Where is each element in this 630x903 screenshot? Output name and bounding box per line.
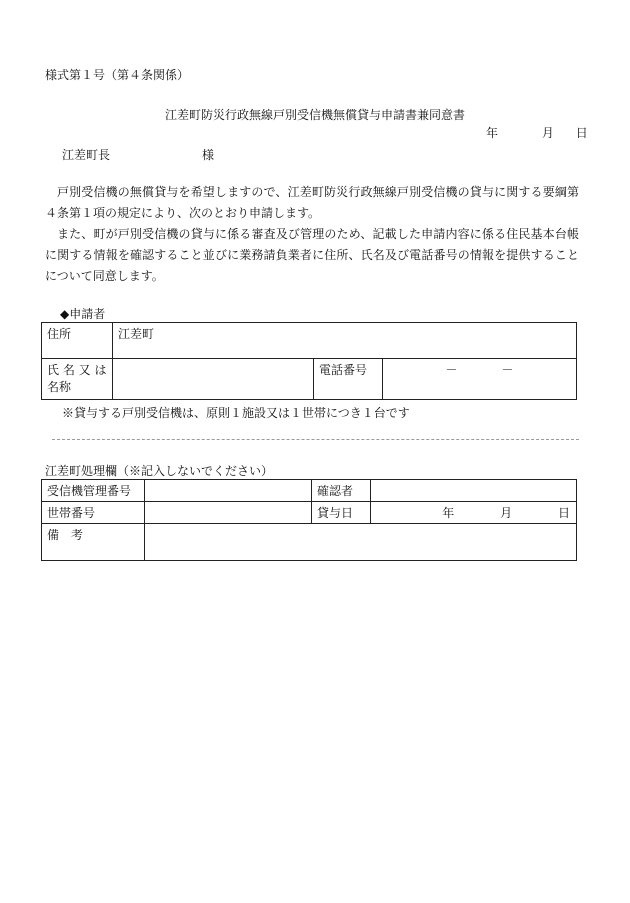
form-number: 様式第１号（第４条関係） bbox=[45, 68, 190, 82]
lend-day: 日 bbox=[557, 506, 570, 520]
applicant-heading: ◆申請者 bbox=[60, 307, 106, 321]
office-use-heading: 江差町処理欄（※記入しないでください） bbox=[45, 464, 274, 478]
remarks-label: 備 考 bbox=[42, 524, 145, 561]
receiver-number-label: 受信機管理番号 bbox=[42, 480, 145, 502]
confirmer-field[interactable] bbox=[371, 480, 577, 502]
receiver-row bbox=[42, 480, 577, 502]
name-row bbox=[42, 359, 577, 400]
date-year: 年 bbox=[486, 126, 499, 140]
submission-date bbox=[486, 124, 588, 141]
lending-note: ※貸与する戸別受信機は、原則１施設又は１世帯につき１台です bbox=[62, 406, 410, 420]
phone-dash-2: － bbox=[501, 363, 514, 377]
lend-month: 月 bbox=[500, 506, 513, 520]
household-number-label: 世帯番号 bbox=[42, 502, 145, 524]
remarks-row bbox=[42, 524, 577, 561]
date-day: 日 bbox=[575, 126, 588, 140]
consent-paragraph: また、町が戸別受信機の貸与に係る審査及び管理のため、記載した申請内容に係る住民基本台帳に関する情報を確認すること並びに業務請負業者に住所、氏名及び電話番号の情報を提供することについて同意します。 bbox=[45, 227, 579, 283]
cut-line-divider bbox=[52, 439, 579, 440]
address-label: 住所 bbox=[42, 323, 113, 359]
document-title: 江差町防災行政無線戸別受信機無償貸与申請書兼同意書 bbox=[164, 108, 465, 122]
name-label-line1: 氏 名 又 は bbox=[47, 363, 107, 377]
addressee-honorific: 様 bbox=[202, 148, 215, 162]
lend-date-field[interactable] bbox=[371, 502, 577, 524]
lend-date-label: 貸与日 bbox=[312, 502, 371, 524]
name-label-line2: 名称 bbox=[47, 380, 72, 394]
name-field[interactable] bbox=[113, 359, 314, 400]
remarks-field[interactable] bbox=[145, 524, 577, 561]
phone-label: 電話番号 bbox=[314, 359, 383, 400]
household-number-field[interactable] bbox=[145, 502, 312, 524]
application-paragraph: 戸別受信機の無償貸与を希望しますので、江差町防災行政無線戸別受信機の貸与に関する要綱第４条第１項の規定により、次のとおり申請します。 bbox=[45, 185, 579, 220]
phone-dash-1: － bbox=[445, 363, 458, 377]
office-use-table bbox=[41, 479, 577, 561]
address-row bbox=[42, 323, 577, 359]
lend-year: 年 bbox=[442, 506, 455, 520]
addressee bbox=[62, 146, 214, 163]
household-row bbox=[42, 502, 577, 524]
applicant-table bbox=[41, 322, 577, 400]
addressee-name: 江差町長 bbox=[62, 148, 111, 162]
date-month: 月 bbox=[541, 126, 554, 140]
receiver-number-field[interactable] bbox=[145, 480, 312, 502]
address-field[interactable]: 江差町 bbox=[113, 323, 577, 359]
confirmer-label: 確認者 bbox=[312, 480, 371, 502]
name-label bbox=[42, 359, 113, 400]
phone-field[interactable] bbox=[383, 359, 577, 400]
